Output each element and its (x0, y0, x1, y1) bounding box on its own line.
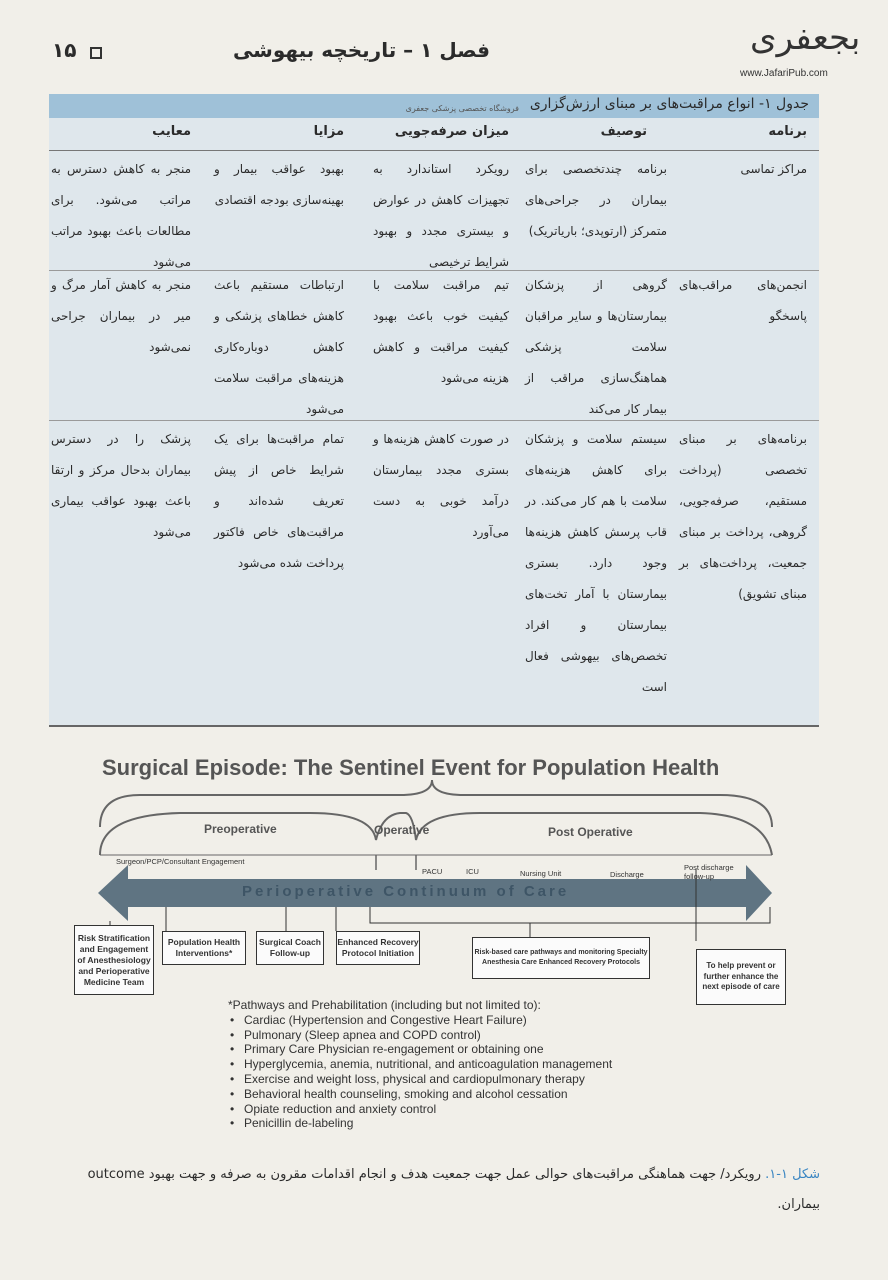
list-item: • Penicillin de-labeling (244, 1116, 728, 1131)
header-program: برنامه (768, 124, 807, 139)
cell-description: سیستم سلامت و پزشکان برای کاهش هزینه‌های سلامت با هم کار می‌کند. در قاب پرسش کاهش هزینه‌ها وجود دارد. بستری بیمارستان با آمار تخت‌های بیمارستان و افراد تخصص‌های بیهوشی فعال است (525, 432, 667, 694)
cell-disadvantages: منجر به کاهش دسترس به مراتب می‌شود. برای مطالعات باعث بهبود مراتب می‌شود (51, 162, 191, 269)
header-cost: میزان صرفه‌جویی (394, 124, 509, 139)
continuum-label: Perioperative Continuum of Care (242, 883, 570, 900)
figure-caption (45, 1160, 820, 1220)
table-row (49, 154, 819, 268)
page-header (0, 0, 888, 95)
logo-mark: بجعفری (750, 18, 861, 58)
notes-title: *Pathways and Prehabilitation (including but not limited to): (228, 998, 541, 1012)
table-row (49, 424, 819, 724)
page-number: ۱۵ (52, 38, 77, 62)
cell-program: مراکز تماسی (740, 162, 807, 176)
perioperative-figure (60, 745, 840, 1145)
cell-description: برنامه چندتخصصی برای بیماران در جراحی‌های متمرکز (ارتوپدی؛ باریاتریک) (525, 162, 667, 238)
caption-text: رویکرد/ جهت هماهنگی مراقبت‌های حوالی عمل جهت جمعیت هدف و انجام اقدامات مقرون به صرفه و جهت بهبود outcome بیماران. (87, 1167, 820, 1212)
table-row (49, 270, 819, 416)
value-based-care-table (49, 94, 819, 726)
cell-disadvantages: منجر به کاهش آمار مرگ و میر در بیماران جراحی نمی‌شود (51, 278, 191, 354)
list-item: • Primary Care Physician re-engagement or obtaining one (244, 1042, 728, 1057)
cell-advantages: ارتباطات مستقیم باعث کاهش خطاهای پزشکی و کاهش دوباره‌کاری هزینه‌های مراقبت سلامت می‌شود (214, 278, 344, 416)
box-surgical-coach: Surgical Coach Follow-up (256, 931, 324, 965)
phase-postoperative: Post Operative (548, 825, 633, 839)
box-next-episode: To help prevent or further enhance the next episode of care (696, 949, 786, 1005)
list-item: • Behavioral health counseling, smoking and alcohol cessation (244, 1087, 728, 1102)
cell-advantages: بهبود عواقب بیمار و بهینه‌سازی بودجه اقتصادی (214, 162, 344, 207)
prehabilitation-notes (228, 998, 728, 1131)
cell-program: برنامه‌های بر مبنای تخصصی (پرداخت مستقیم، صرفه‌جویی، گروهی، پرداخت بر مبنای جمعیت، پرداخت‌های بر مبنای تشویق) (679, 432, 807, 601)
table-caption: جدول ۱- انواع مراقبت‌های بر مبنای ارزش‌گزاری (529, 96, 809, 112)
stage-nursing: Nursing Unit (520, 869, 562, 878)
logo-url: www.JafariPub.com (740, 68, 828, 79)
cell-description: گروهی از پزشکان بیمارستان‌ها و سایر مراقبان سلامت پزشکی هماهنگ‌سازی مراقب از بیمار کار می‌کند (525, 278, 667, 416)
list-item: • Exercise and weight loss, physical and cardiopulmonary therapy (244, 1072, 728, 1087)
table-header-row (49, 118, 819, 151)
cell-advantages: تمام مراقبت‌ها برای یک شرایط خاص از پیش تعریف شده‌اند و مراقبت‌های خاص فاکتور پرداخت شده می‌شود (214, 432, 344, 570)
cell-cost: رویکرد استاندارد به تجهیزات کاهش در عوارض و بیستری مجدد و بهبود شرایط ترخیصی (373, 162, 509, 269)
box-care-pathways: Risk-based care pathways and monitoring Specialty Anesthesia Care Enhanced Recovery Protocols (472, 937, 650, 979)
engagement-label: Surgeon/PCP/Consultant Engagement (116, 857, 245, 866)
list-item: • Pulmonary (Sleep apnea and COPD control) (244, 1028, 728, 1043)
chapter-title: فصل ۱ – تاریخچه بیهوشی (232, 38, 490, 62)
header-disadvantages: معایب (152, 124, 191, 139)
box-risk-stratification: Risk Stratification and Engagement of Anesthesiology and Perioperative Medicine Team (74, 925, 154, 995)
list-item: • Opiate reduction and anxiety control (244, 1102, 728, 1117)
phase-operative: Operative (374, 823, 430, 837)
publisher-logo (740, 18, 861, 80)
row-divider (49, 420, 819, 421)
table-bottom-rule (49, 725, 819, 727)
table-caption-bar (49, 94, 819, 118)
box-population-health: Population Health Interventions* (162, 931, 246, 965)
notes-list (228, 1013, 728, 1131)
cell-program: انجمن‌های مراقب‌های پاسخگو (679, 278, 807, 323)
header-description: توصیف (600, 124, 647, 139)
stage-discharge: Discharge (610, 870, 644, 879)
list-item: • Hyperglycemia, anemia, nutritional, and anticoagulation management (244, 1057, 728, 1072)
shop-text: فروشگاه تخصصی پزشکی جعفری (405, 104, 519, 113)
stage-icu: ICU (466, 867, 479, 876)
phase-preoperative: Preoperative (204, 822, 277, 836)
stage-pacu: PACU (422, 867, 443, 876)
cell-cost: تیم مراقبت سلامت با کیفیت خوب باعث بهبود کیفیت مراقبت و کاهش هزینه می‌شود (373, 278, 509, 385)
figure-title: Surgical Episode: The Sentinel Event for Population Health (102, 755, 720, 780)
square-icon (90, 47, 102, 59)
cell-cost: در صورت کاهش هزینه‌ها و بستری مجدد بیمارستان درآمد خوبی به دست می‌آورد (373, 432, 509, 539)
header-advantages: مزایا (313, 124, 344, 139)
figure-label: شکل ۱-۱. (765, 1167, 820, 1182)
box-eras-initiation: Enhanced Recovery Protocol Initiation (336, 931, 420, 965)
cell-disadvantages: پزشک را در دسترس بیماران بدحال مرکز و ارتقا باعث بهبود عواقب بیماری می‌شود (51, 432, 191, 539)
stage-post-discharge: Post discharge follow-up (684, 863, 734, 881)
list-item: • Cardiac (Hypertension and Congestive Heart Failure) (244, 1013, 728, 1028)
